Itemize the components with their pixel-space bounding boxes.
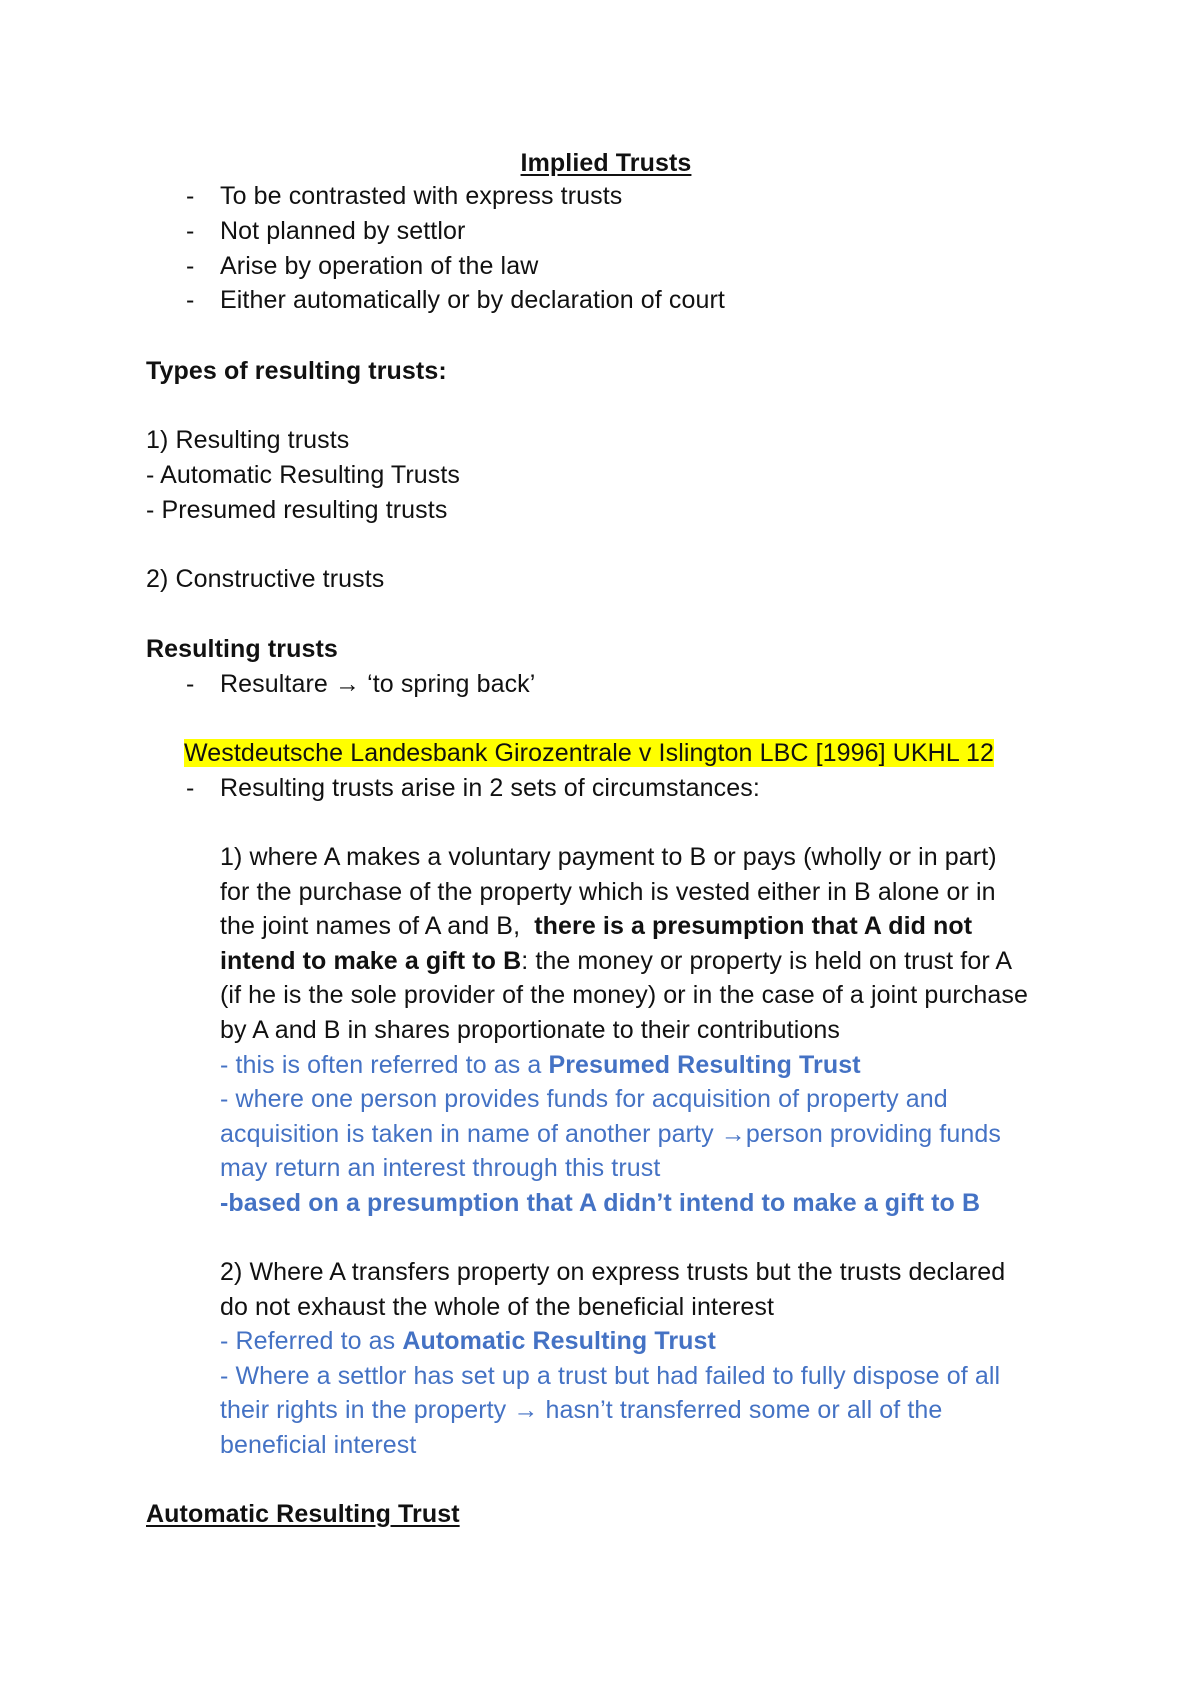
note-line: -based on a presumption that A didn’t intend to make a gift to B	[220, 1189, 981, 1217]
text-run: the joint names of A and B,	[220, 912, 535, 940]
paragraph-line	[220, 945, 1012, 978]
paragraph-line	[220, 910, 972, 943]
bullet-dash: -	[186, 217, 195, 245]
note-line: their rights in the property → hasn’t transferred some or all of the	[220, 1396, 943, 1424]
list-item-text: To be contrasted with express trusts	[220, 182, 623, 210]
document-title: Implied Trusts	[520, 149, 692, 177]
text-run: - this is often referred to as a	[220, 1051, 549, 1079]
list-item-text: Arise by operation of the law	[220, 252, 539, 280]
note-line	[220, 1049, 861, 1082]
bullet-dash: -	[186, 286, 195, 314]
list-item-text: Not planned by settlor	[220, 217, 466, 245]
note-line: - Where a settlor has set up a trust but had failed to fully dispose of all	[220, 1362, 1001, 1390]
bold-text-run: there is a presumption that A did not	[534, 912, 973, 940]
text-run: - Referred to as	[220, 1327, 403, 1355]
list-item-text: Resulting trusts arise in 2 sets of circumstances:	[220, 774, 760, 802]
note-line: acquisition is taken in name of another party →person providing funds	[220, 1120, 1001, 1148]
note-line	[220, 1325, 716, 1358]
bullet-dash: -	[186, 182, 195, 210]
bullet-dash: -	[186, 774, 195, 802]
section-heading-automatic: Automatic Resulting Trust	[146, 1500, 460, 1528]
types-sub-automatic: - Automatic Resulting Trusts	[146, 461, 461, 489]
types-heading: Types of resulting trusts:	[146, 357, 447, 385]
paragraph-line: do not exhaust the whole of the beneficial interest	[220, 1293, 775, 1321]
text-run: : the money or property is held on trust for A	[521, 947, 1013, 975]
paragraph-line: for the purchase of the property which is vested either in B alone or in	[220, 878, 996, 906]
note-line: beneficial interest	[220, 1431, 417, 1459]
case-name-highlight: Westdeutsche Landesbank Girozentrale v Islington LBC [1996] UKHL 12	[184, 739, 994, 767]
note-line: - where one person provides funds for acquisition of property and	[220, 1085, 948, 1113]
bold-text-run: Automatic Resulting Trust	[402, 1327, 716, 1355]
list-item-text: Resultare → ‘to spring back’	[220, 670, 536, 698]
paragraph-line: by A and B in shares proportionate to their contributions	[220, 1016, 840, 1044]
types-sub-presumed: - Presumed resulting trusts	[146, 496, 448, 524]
list-item-text: Either automatically or by declaration of court	[220, 286, 725, 314]
types-item-resulting: 1) Resulting trusts	[146, 426, 350, 454]
bold-text-run: Presumed Resulting Trust	[548, 1051, 861, 1079]
note-line: may return an interest through this trust	[220, 1154, 661, 1182]
bullet-dash: -	[186, 252, 195, 280]
bold-text-run: intend to make a gift to B	[220, 947, 522, 975]
paragraph-line: 1) where A makes a voluntary payment to B or pays (wholly or in part)	[220, 843, 997, 871]
paragraph-line: (if he is the sole provider of the money) or in the case of a joint purchase	[220, 981, 1029, 1009]
paragraph-line: 2) Where A transfers property on express trusts but the trusts declared	[220, 1258, 1006, 1286]
case-name	[184, 737, 994, 770]
resulting-heading: Resulting trusts	[146, 635, 338, 663]
types-item-constructive: 2) Constructive trusts	[146, 565, 385, 593]
bullet-dash: -	[186, 670, 195, 698]
